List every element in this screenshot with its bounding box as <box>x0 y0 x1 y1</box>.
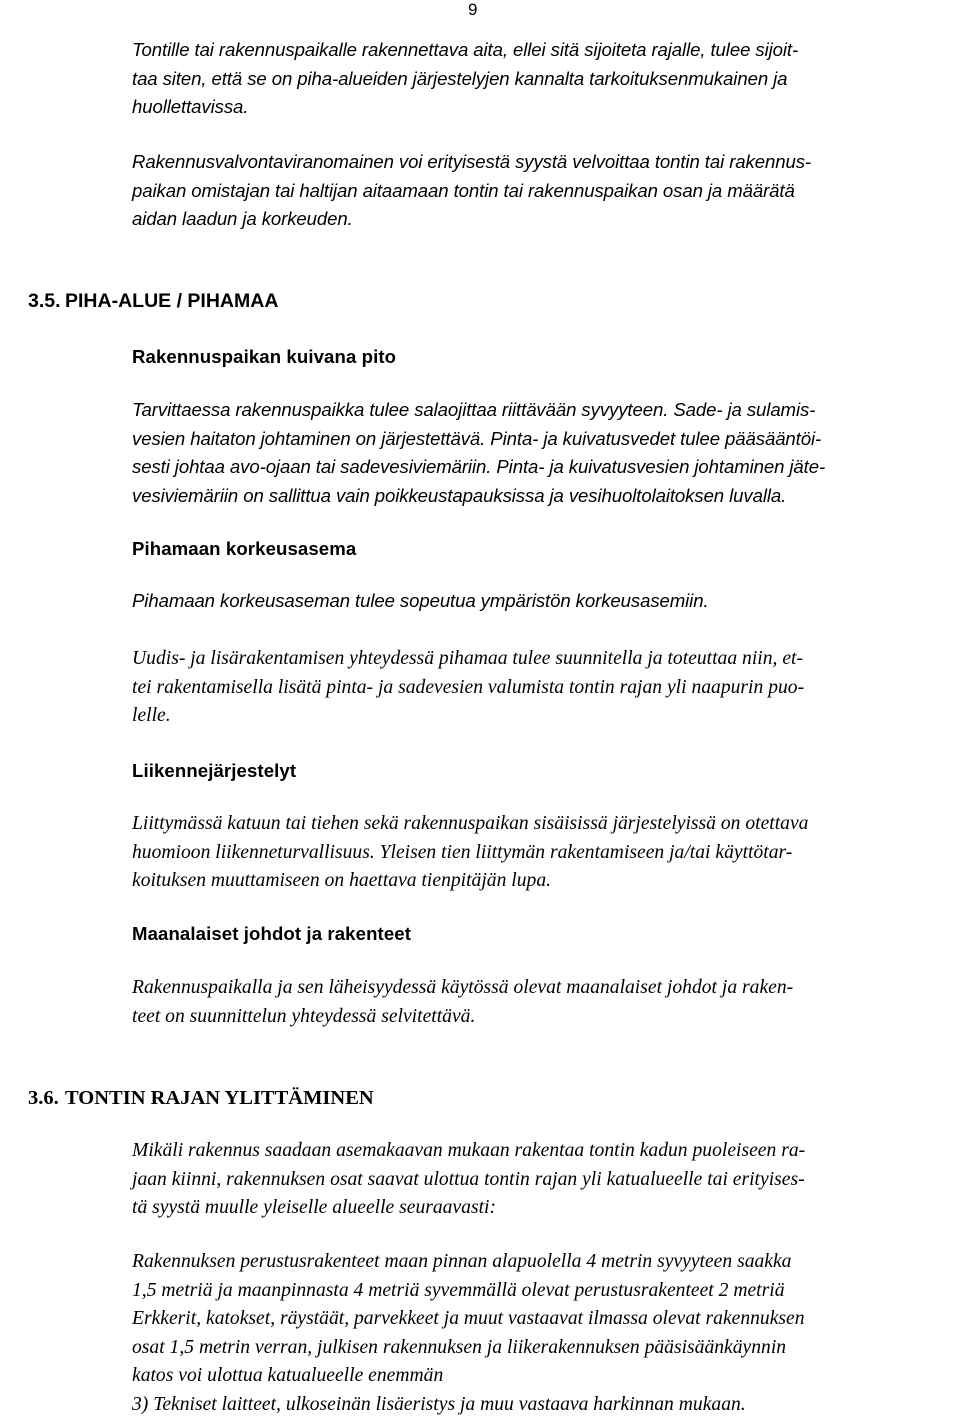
paragraph-korkeusasema-2 <box>132 645 932 731</box>
section-heading-3-5 <box>28 288 278 314</box>
text-line: Tontille tai rakennuspaikalle rakennettava aita, ellei sitä sijoiteta rajalle, tulee sijoit- <box>132 36 932 65</box>
text-line: aidan laadun ja korkeuden. <box>132 205 932 234</box>
text-line: Rakennuspaikalla ja sen läheisyydessä käytössä olevat maanalaiset johdot ja raken- <box>132 974 932 1003</box>
text-line: Rakennusvalvontaviranomainen voi erityisestä syystä velvoittaa tontin tai rakennus- <box>132 148 932 177</box>
text-line: taa siten, että se on piha-alueiden järjestelyjen kannalta tarkoituksenmukainen ja <box>132 65 932 94</box>
intro-paragraph-authority <box>132 148 932 234</box>
paragraph-rajan-ylitys <box>132 1137 932 1223</box>
subheading-liikennejarjestelyt: Liikennejärjestelyt <box>132 759 296 783</box>
text-line: jaan kiinni, rakennuksen osat saavat ulottua tontin rajan yli katualueelle tai erityises- <box>132 1166 932 1195</box>
section-number: 3.5. <box>28 288 65 314</box>
text-line: Uudis- ja lisärakentamisen yhteydessä pihamaa tulee suunnitella ja toteuttaa niin, et- <box>132 645 932 674</box>
text-line: huomioon liikenneturvallisuus. Yleisen tien liittymän rakentamiseen ja/tai käyttötar- <box>132 839 932 868</box>
section-title: PIHA-ALUE / PIHAMAA <box>65 290 278 312</box>
list-item: 1,5 metriä ja maanpinnasta 4 metriä syvemmällä olevat perustusrakenteet 2 metriä <box>132 1277 932 1306</box>
paragraph-kuivana-pito <box>132 396 932 510</box>
page-number: 9 <box>468 0 477 20</box>
list-item: katos voi ulottua katualueelle enemmän <box>132 1362 932 1391</box>
text-line: tä syystä muulle yleiselle alueelle seuraavasti: <box>132 1194 932 1223</box>
intro-paragraph-fence <box>132 36 932 122</box>
text-line: lelle. <box>132 702 932 731</box>
text-line: vesiviemäriin on sallittua vain poikkeustapauksissa ja vesihuoltolaitoksen luvalla. <box>132 482 932 511</box>
text-line: koituksen muuttamiseen on haettava tienpitäjän lupa. <box>132 867 932 896</box>
list-item: osat 1,5 metrin verran, julkisen rakennuksen ja liikerakennuksen pääsisäänkäynnin <box>132 1334 932 1363</box>
text-line: tei rakentamisella lisätä pinta- ja sadevesien valumista tontin rajan yli naapurin puo- <box>132 674 932 703</box>
text-line: sesti johtaa avo-ojaan tai sadevesiviemäriin. Pinta- ja kuivatusvesien johtaminen jäte- <box>132 453 932 482</box>
text-line: paikan omistajan tai haltijan aitaamaan tontin tai rakennuspaikan osan ja määrätä <box>132 177 932 206</box>
text-line: Tarvittaessa rakennuspaikka tulee salaojittaa riittävään syvyyteen. Sade- ja sulamis- <box>132 396 932 425</box>
subheading-korkeusasema: Pihamaan korkeusasema <box>132 537 356 561</box>
paragraph-liikennejarjestelyt <box>132 810 932 896</box>
subheading-maanalaiset: Maanalaiset johdot ja rakenteet <box>132 922 411 946</box>
list-item: Erkkerit, katokset, räystäät, parvekkeet ja muut vastaavat ilmassa olevat rakennuksen <box>132 1305 932 1334</box>
text-line: Mikäli rakennus saadaan asemakaavan mukaan rakentaa tontin kadun puoleiseen ra- <box>132 1137 932 1166</box>
section-number: 3.6. <box>28 1085 65 1111</box>
text-line: Pihamaan korkeusaseman tulee sopeutua ympäristön korkeusasemiin. <box>132 587 932 616</box>
text-line: huollettavissa. <box>132 93 932 122</box>
list-item: Rakennuksen perustusrakenteet maan pinnan alapuolella 4 metrin syvyyteen saakka <box>132 1248 932 1277</box>
section-title: TONTIN RAJAN YLITTÄMINEN <box>65 1087 374 1109</box>
text-line: teet on suunnittelun yhteydessä selvitettävä. <box>132 1003 932 1032</box>
list-exceptions <box>132 1248 932 1419</box>
list-item: 3) Tekniset laitteet, ulkoseinän lisäeristys ja muu vastaava harkinnan mukaan. <box>132 1391 932 1419</box>
subheading-kuivana-pito: Rakennuspaikan kuivana pito <box>132 345 396 369</box>
section-heading-3-6 <box>28 1085 374 1111</box>
paragraph-maanalaiset <box>132 974 932 1031</box>
text-line: Liittymässä katuun tai tiehen sekä rakennuspaikan sisäisissä järjestelyissä on otettava <box>132 810 932 839</box>
text-line: vesien haitaton johtaminen on järjestettävä. Pinta- ja kuivatusvedet tulee pääsääntöi- <box>132 425 932 454</box>
paragraph-korkeusasema-1 <box>132 587 932 616</box>
